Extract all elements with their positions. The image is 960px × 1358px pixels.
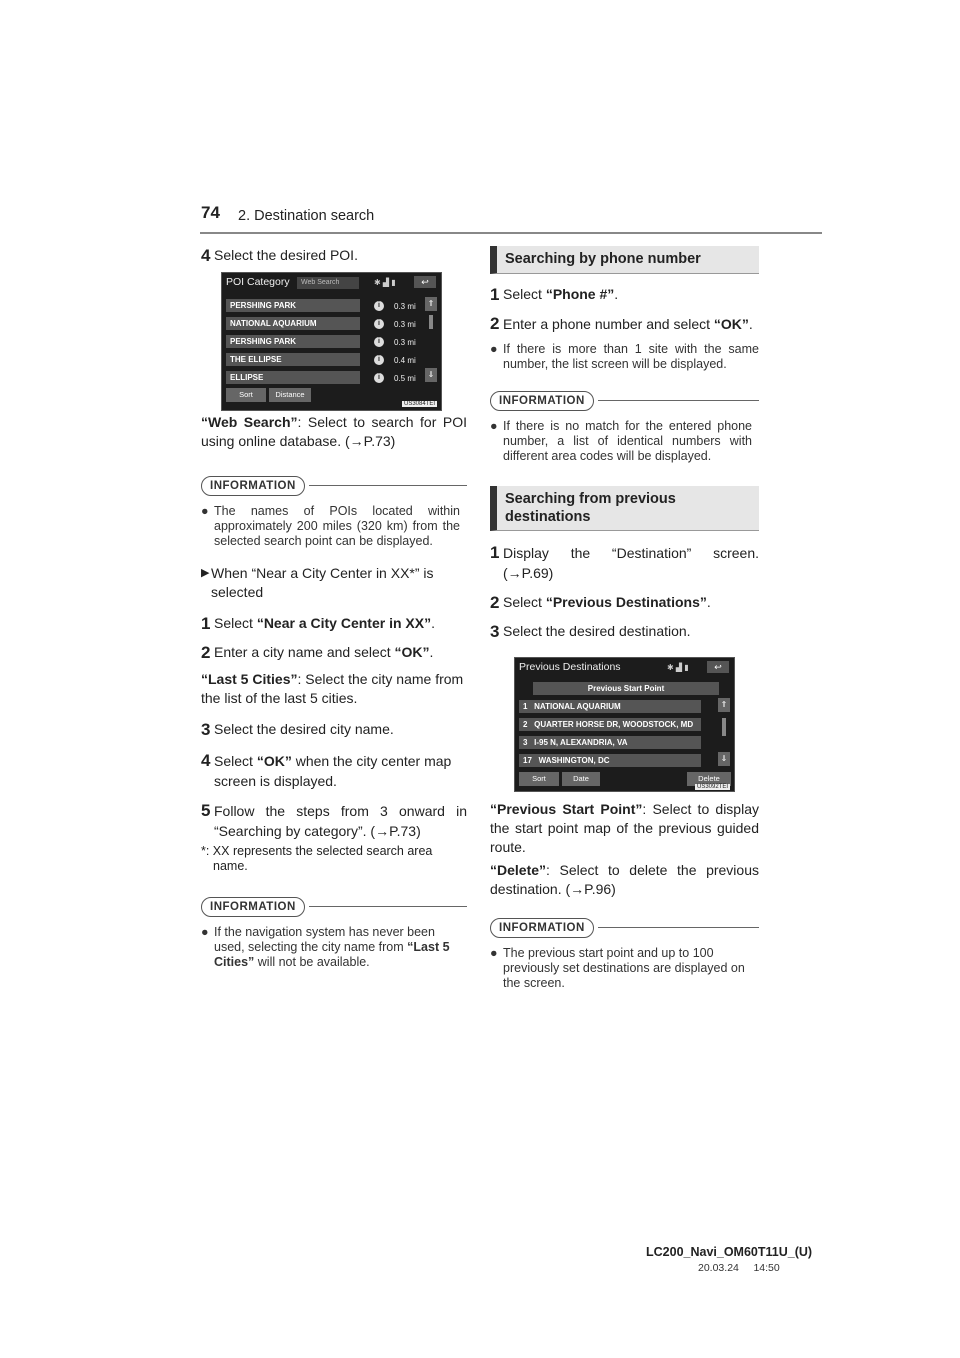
prev-step-1: 1 Display the “Destination” screen. (→P.69) <box>490 543 759 581</box>
prev-step-3: 3 Select the desired destination. <box>490 622 691 641</box>
phone-note: ● If there is more than 1 site with the same number, the list screen will be displayed. <box>490 342 759 371</box>
info-icon[interactable]: i <box>374 301 384 311</box>
poi-row-4[interactable]: THE ELLIPSE <box>226 353 360 366</box>
section-title: 2. Destination search <box>238 208 375 224</box>
destination-row-2[interactable]: 2 QUARTER HORSE DR, WOODSTOCK, MD <box>519 718 701 731</box>
delete-desc: “Delete”: Select to delete the previous destination. (→P.96) <box>490 862 759 897</box>
step-4-select-poi <box>201 246 467 265</box>
information-text-1: ● The names of POIs located within approximately 200 miles (320 km) from the selected search point can be displayed. <box>201 504 460 548</box>
date-button[interactable]: Date <box>562 772 600 786</box>
information-box-2 <box>201 896 467 917</box>
information-text-4: ● The previous start point and up to 100 previously set destinations are displayed on the screen. <box>490 946 745 990</box>
poi-distance: 0.4 mi <box>394 356 416 365</box>
web-search-desc: “Web Search”: Select to search for POI using online database. (→P.73) <box>201 414 468 449</box>
status-icons: ✱ ▟ ▮ <box>374 278 396 287</box>
last-5-cities-desc: “Last 5 Cities”: Select the city name from the list of the last 5 cities. <box>201 671 464 706</box>
information-box-4 <box>490 917 759 938</box>
delete-button[interactable]: Delete <box>687 772 731 786</box>
information-label: INFORMATION <box>201 476 305 496</box>
image-code: US3084TEI <box>404 401 436 407</box>
step-number: 4 <box>201 246 211 265</box>
information-label: INFORMATION <box>201 897 305 917</box>
print-timestamp: 20.03.24 14:50 <box>698 1262 780 1274</box>
left-column <box>201 246 467 265</box>
section-heading-previous: Searching from previous destinations <box>490 486 759 531</box>
poi-row-3[interactable]: PERSHING PARK <box>226 335 360 348</box>
sort-button[interactable]: Sort <box>226 388 266 402</box>
step-4: 4 Select “OK” when the city center map screen is displayed. <box>201 751 452 789</box>
previous-start-point-desc: “Previous Start Point”: Select to display the start point map of the previous guided route. <box>490 801 759 855</box>
poi-row-1[interactable]: PERSHING PARK <box>226 299 360 312</box>
image-code: US3092TEI <box>697 784 729 790</box>
step-3: 3 Select the desired city name. <box>201 720 394 739</box>
scrollbar[interactable] <box>722 718 726 736</box>
poi-distance: 0.3 mi <box>394 338 416 347</box>
poi-category-screenshot <box>221 272 442 411</box>
document-id: LC200_Navi_OM60T11U_(U) <box>646 1245 813 1259</box>
poi-distance: 0.5 mi <box>394 374 416 383</box>
distance-button[interactable]: Distance <box>269 388 311 402</box>
sort-button[interactable]: Sort <box>519 772 559 786</box>
previous-start-point-button[interactable]: Previous Start Point <box>533 682 719 695</box>
right-column-body <box>490 800 759 991</box>
info-icon[interactable]: i <box>374 373 384 383</box>
status-icons: ✱ ▟ ▮ <box>667 663 689 672</box>
web-search-tab[interactable]: Web Search <box>297 277 359 289</box>
back-icon[interactable]: ↩ <box>414 276 436 288</box>
previous-destinations-screenshot <box>514 657 735 792</box>
footnote: *: XX represents the selected search area name. <box>201 844 433 873</box>
scroll-down-icon[interactable]: ⇓ <box>425 368 437 382</box>
information-box-3 <box>490 390 759 411</box>
information-text-3: ● If there is no match for the entered phone number, a list of identical numbers with different area codes will be displayed. <box>490 419 752 463</box>
triangle-icon: ▶ <box>201 567 210 579</box>
information-label: INFORMATION <box>490 918 594 938</box>
scroll-up-icon[interactable]: ⇑ <box>718 698 730 712</box>
phone-step-2: 2 Enter a phone number and select “OK”. <box>490 314 753 333</box>
information-label: INFORMATION <box>490 391 594 411</box>
destination-row-1[interactable]: 1 NATIONAL AQUARIUM <box>519 700 701 713</box>
screen-title: POI Category <box>226 276 290 288</box>
information-text-2: ● If the navigation system has never been used, selecting the city name from “Last 5 Cities” will not be available. <box>201 925 450 969</box>
page-number: 74 <box>201 203 220 222</box>
destination-row-4[interactable]: 17 WASHINGTON, DC <box>519 754 701 767</box>
information-box-1 <box>201 475 467 496</box>
screen-title: Previous Destinations <box>519 661 621 673</box>
step-5: 5 Follow the steps from 3 onward in “Searching by category”. (→P.73) <box>201 801 467 839</box>
near-city-heading: ▶ When “Near a City Center in XX*” is selected <box>201 565 434 600</box>
section-heading-phone: Searching by phone number <box>490 246 759 274</box>
prev-step-2: 2 Select “Previous Destinations”. <box>490 593 711 612</box>
info-icon[interactable]: i <box>374 337 384 347</box>
poi-distance: 0.3 mi <box>394 320 416 329</box>
header-rule <box>200 232 822 234</box>
info-icon[interactable]: i <box>374 355 384 365</box>
phone-step-1: 1 Select “Phone #”. <box>490 285 619 304</box>
destination-row-3[interactable]: 3 I-95 N, ALEXANDRIA, VA <box>519 736 701 749</box>
poi-row-2[interactable]: NATIONAL AQUARIUM <box>226 317 360 330</box>
info-icon[interactable]: i <box>374 319 384 329</box>
scrollbar[interactable] <box>429 315 433 329</box>
scroll-up-icon[interactable]: ⇑ <box>425 297 437 311</box>
back-icon[interactable]: ↩ <box>707 661 729 673</box>
poi-row-5[interactable]: ELLIPSE <box>226 371 360 384</box>
right-column <box>490 246 759 641</box>
step-1: 1 Select “Near a City Center in XX”. <box>201 614 435 633</box>
poi-distance: 0.3 mi <box>394 302 416 311</box>
step-2: 2 Enter a city name and select “OK”. <box>201 643 434 662</box>
step-text: Select the desired POI. <box>214 247 358 263</box>
scroll-down-icon[interactable]: ⇓ <box>718 752 730 766</box>
left-column-body <box>201 413 467 970</box>
